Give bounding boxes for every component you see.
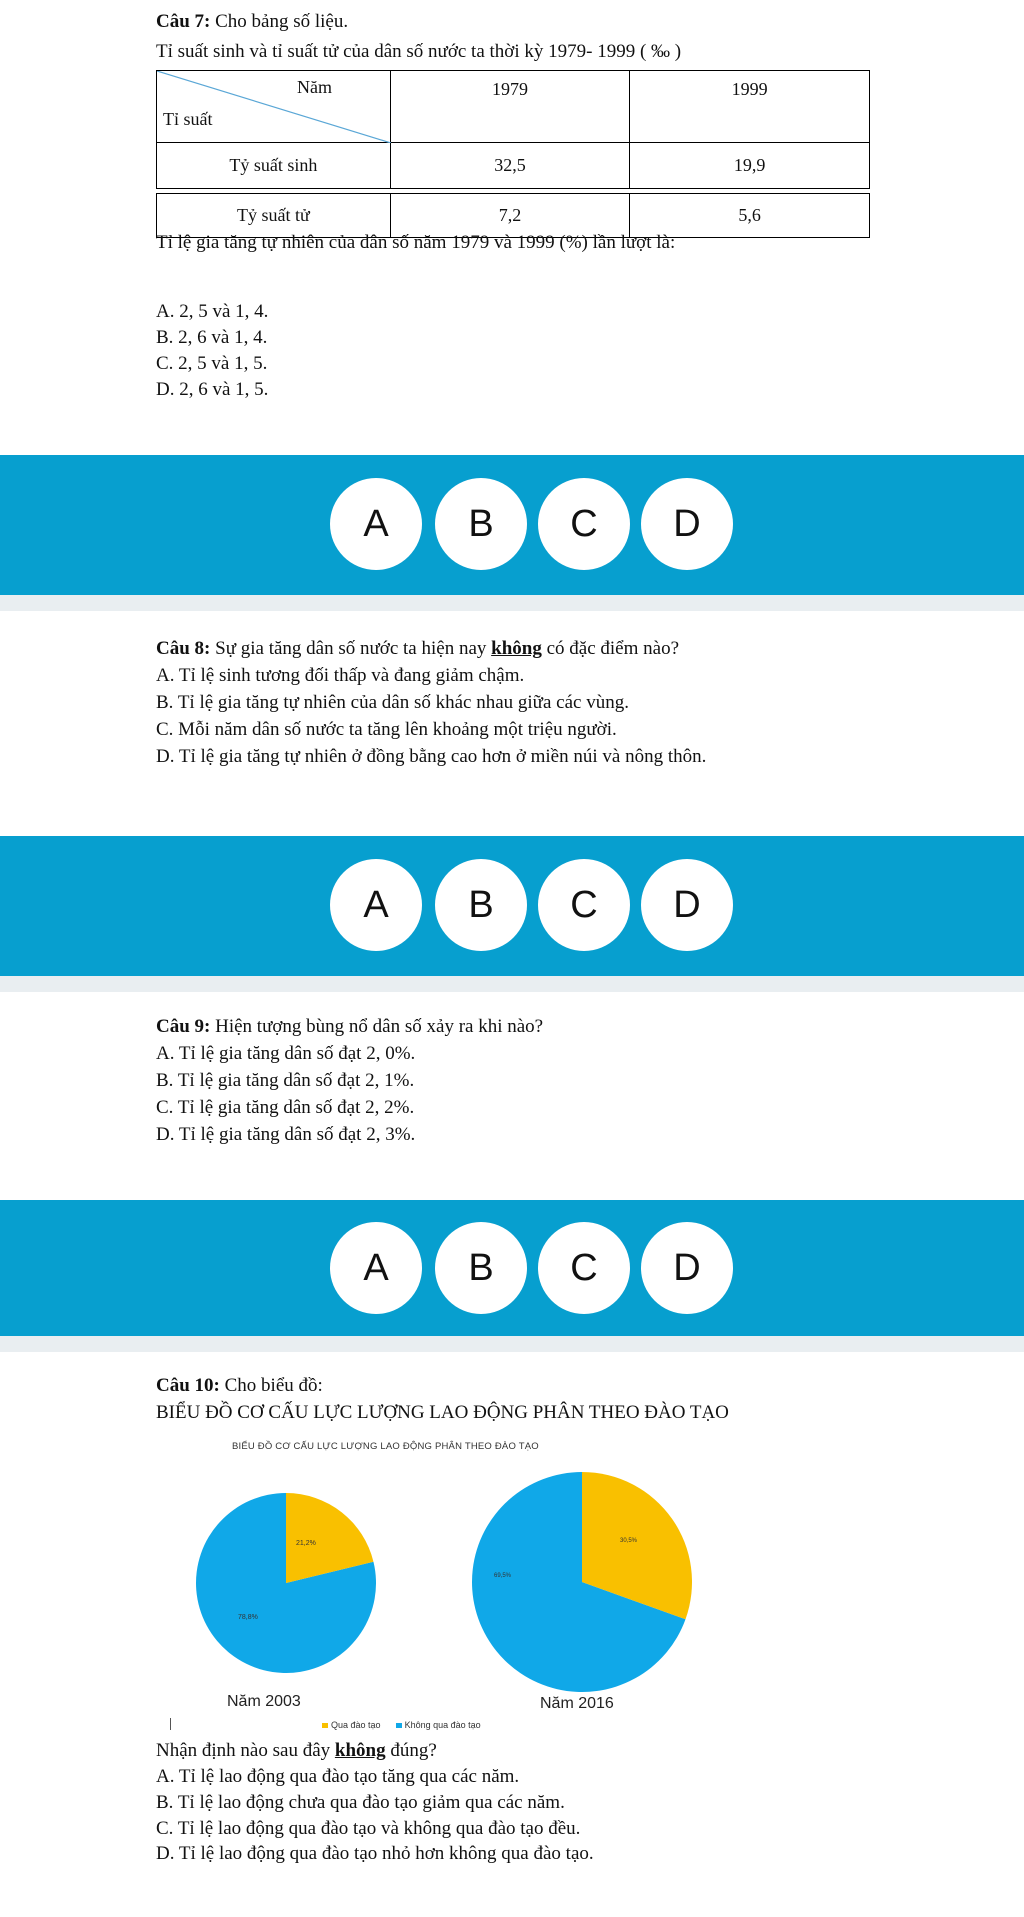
diagonal-divider [157,71,391,143]
answer-c-button[interactable]: C [538,1222,630,1314]
question-7-title [156,8,348,35]
option-d: D. Tỉ lệ lao động qua đào tạo nhỏ hơn không qua đào tạo. [156,1843,594,1864]
option-a: A. Tỉ lệ lao động qua đào tạo tăng qua các năm. [156,1766,520,1787]
option-a: A. Tỉ lệ gia tăng dân số đạt 2, 0%. [156,1043,416,1064]
data-label-untrained-2016: 69,5% [494,1573,512,1579]
question-number: Câu 10: [156,1375,220,1396]
legend-label-trained: Qua đào tạo [331,1720,381,1730]
pie-2003-caption: Năm 2003 [227,1693,301,1710]
table-row-label: Tỷ suất tử [157,194,391,238]
table-corner-rate-label: Tỉ suất [163,109,213,129]
answer-c-button[interactable]: C [538,859,630,951]
question-10-prompt-end: đúng? [385,1740,437,1761]
legend-swatch-trained [322,1723,328,1728]
option-c: C. 2, 5 và 1, 5. [156,353,268,374]
option-b: B. Tỉ lệ gia tăng tự nhiên của dân số khác nhau giữa các vùng. [156,692,629,713]
question-9-card [0,992,1024,1200]
question-7-prompt: Tỉ lệ gia tăng tự nhiên của dân số năm 1979 và 1999 (%) lần lượt là: [156,232,676,253]
option-d: D. Tỉ lệ gia tăng dân số đạt 2, 3%. [156,1124,416,1145]
answer-bar [0,455,1024,595]
answer-b-button[interactable]: B [435,1222,527,1314]
question-10-prompt [156,1737,437,1764]
table-corner-year-label: Năm [297,77,332,97]
question-7-card [0,0,1024,455]
question-8-title [156,635,679,662]
answer-a-button[interactable]: A [330,859,422,951]
answer-c-button[interactable]: C [538,478,630,570]
question-9-title-text: Hiện tượng bùng nổ dân số xảy ra khi nào? [210,1016,544,1037]
option-c: C. Mỗi năm dân số nước ta tăng lên khoảng một triệu người. [156,719,617,740]
answer-b-button[interactable]: B [435,478,527,570]
answer-d-button[interactable]: D [641,1222,733,1314]
option-b: B. 2, 6 và 1, 4. [156,327,268,348]
stray-mark [170,1718,171,1730]
table-header-year: 1979 [390,71,630,143]
question-8-card [0,611,1024,836]
emphasis-not: không [334,1740,386,1761]
option-a: A. 2, 5 và 1, 4. [156,301,269,322]
pie-chart-2003 [196,1493,376,1673]
table-row-label: Tỷ suất sinh [157,143,391,189]
answer-b-button[interactable]: B [435,859,527,951]
option-b: B. Tỉ lệ gia tăng dân số đạt 2, 1%. [156,1070,415,1091]
question-9-title [156,1013,543,1040]
question-10-title-text: Cho biểu đồ: [219,1375,323,1396]
pie-2016-caption: Năm 2016 [540,1695,614,1712]
card-separator [0,1336,1024,1352]
option-d: D. 2, 6 và 1, 5. [156,379,269,400]
question-10-title [156,1372,323,1399]
table-cell: 5,6 [630,194,870,238]
answer-bar [0,1200,1024,1336]
option-c: C. Tỉ lệ gia tăng dân số đạt 2, 2%. [156,1097,415,1118]
question-10-prompt-text: Nhận định nào sau đây [156,1740,335,1761]
card-separator [0,976,1024,992]
question-7-title-text: Cho bảng số liệu. [210,11,349,32]
emphasis-not: không [491,638,542,659]
chart-legend [322,1720,481,1730]
answer-a-button[interactable]: A [330,478,422,570]
answer-d-button[interactable]: D [641,478,733,570]
chart-title: BIỂU ĐỒ CƠ CẤU LỰC LƯỢNG LAO ĐỘNG PHÂN THEO ĐÀO TẠO [232,1441,539,1452]
question-number: Câu 8: [156,638,211,659]
question-number: Câu 7: [156,11,211,32]
table-cell: 7,2 [390,194,630,238]
table-corner-cell [157,71,391,143]
table-cell: 32,5 [390,143,630,189]
table-caption: Tỉ suất sinh và tỉ suất tử của dân số nước ta thời kỳ 1979- 1999 ( ‰ ) [156,41,682,62]
legend-swatch-untrained [396,1723,402,1728]
birth-death-rate-table [156,70,870,238]
option-d: D. Tỉ lệ gia tăng tự nhiên ở đồng bằng cao hơn ở miền núi và nông thôn. [156,746,707,767]
question-number: Câu 9: [156,1016,211,1037]
data-label-trained-2016: 30,5% [620,1538,638,1544]
pie-chart-2016 [472,1472,692,1692]
data-label-untrained-2003: 78,8% [238,1614,258,1621]
question-10-card [0,1352,1024,1917]
table-cell: 19,9 [630,143,870,189]
data-label-trained-2003: 21,2% [296,1540,316,1547]
card-separator [0,595,1024,611]
answer-d-button[interactable]: D [641,859,733,951]
option-b: B. Tỉ lệ lao động chưa qua đào tạo giảm qua các năm. [156,1792,565,1813]
legend-label-untrained: Không qua đào tạo [404,1720,481,1730]
table-header-year: 1999 [630,71,870,143]
chart-heading: BIỂU ĐỒ CƠ CẤU LỰC LƯỢNG LAO ĐỘNG PHÂN THEO ĐÀO TẠO [156,1402,729,1423]
question-8-title-text: Sự gia tăng dân số nước ta hiện nay [210,638,492,659]
option-a: A. Tỉ lệ sinh tương đối thấp và đang giảm chậm. [156,665,525,686]
answer-bar [0,836,1024,976]
answer-a-button[interactable]: A [330,1222,422,1314]
question-8-title-end: có đặc điểm nào? [541,638,679,659]
option-c: C. Tỉ lệ lao động qua đào tạo và không qua đào tạo đều. [156,1818,581,1839]
